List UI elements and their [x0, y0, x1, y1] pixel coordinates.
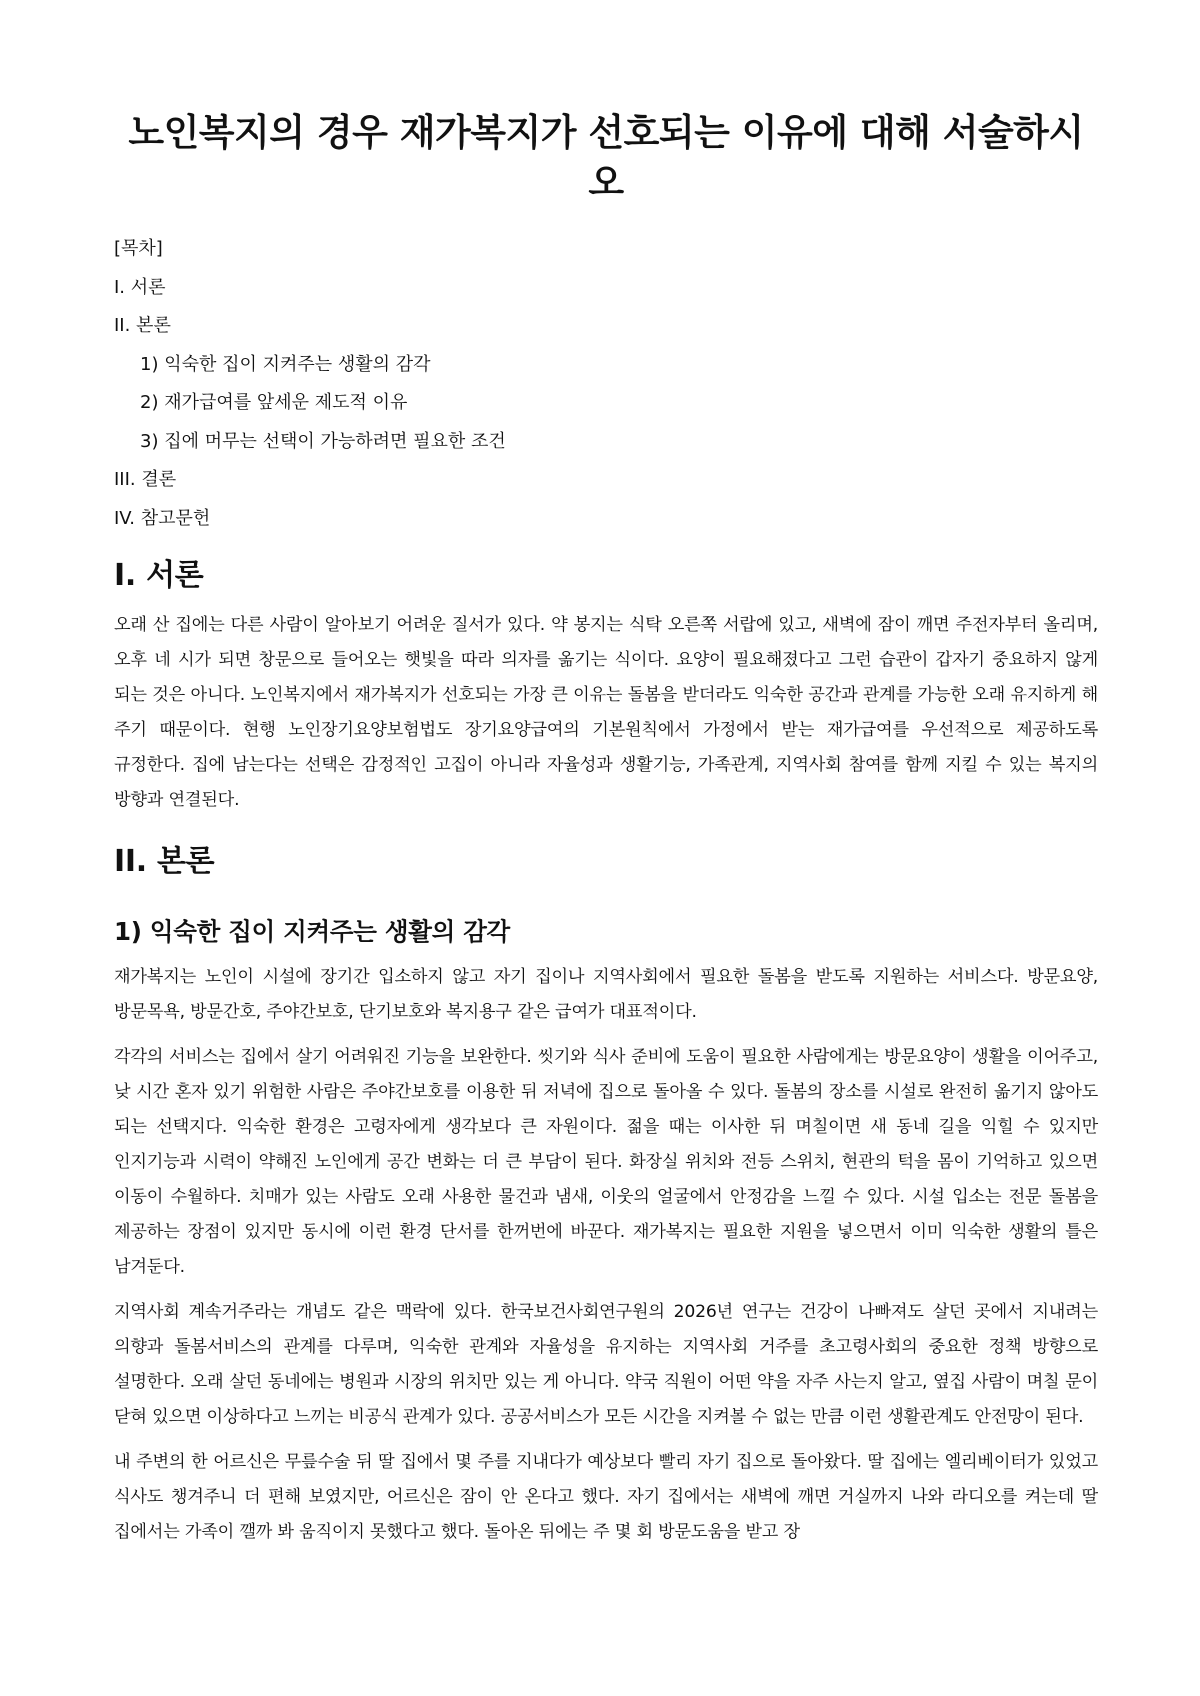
section-1-paragraph-4: 내 주변의 한 어르신은 무릎수술 뒤 딸 집에서 몇 주를 지내다가 예상보다 빨리 자기 집으로 돌아왔다. 딸 집에는 엘리베이터가 있었고 식사도 챙겨주니 더 편해 보였지만, 어르신은 잠이 안 온다고 했다. 자기 집에서는 새벽에 깨면 거실까지 나와 라디오를 켜는데 딸 집에서는 가족이 깰까 봐 움직이지 못했다고 했다. 돌아온 뒤에는 주 몇 회 방문도움을 받고 장	[114, 1452, 1098, 1542]
toc-item-introduction: I. 서론	[114, 276, 166, 298]
toc-item-conclusion: III. 결론	[114, 469, 177, 490]
toc-item-references: IV. 참고문헌	[114, 507, 211, 529]
section-1-paragraph-3: 지역사회 계속거주라는 개념도 같은 맥락에 있다. 한국보건사회연구원의 2026년 연구는 건강이 나빠져도 살던 곳에서 지내려는 의향과 돌봄서비스의 관계를 다루며, 익숙한 관계와 자율성을 유지하는 지역사회 거주를 초고령사회의 중요한 정책 방향으로 설명한다. 오래 살던 동네에는 병원과 시장의 위치만 있는 게 아니다. 약국 직원이 어떤 약을 자주 사는지 알고, 옆집 사람이 며칠 문이 닫혀 있으면 이상하다고 느끼는 비공식 관계가 있다. 공공서비스가 모든 시간을 지켜볼 수 없는 만큼 이런 생활관계도 안전망이 된다.	[114, 1302, 1098, 1427]
table-of-contents	[114, 230, 1098, 538]
toc-subitem-1: 1) 익숙한 집이 지켜주는 생활의 감각	[140, 353, 431, 375]
document-title: 노인복지의 경우 재가복지가 선호되는 이유에 대해 서술하시오	[128, 111, 1084, 204]
introduction-heading: I. 서론	[114, 558, 204, 593]
toc-subitem-3: 3) 집에 머무는 선택이 가능하려면 필요한 조건	[140, 430, 506, 452]
toc-heading: [목차]	[114, 238, 163, 259]
introduction-paragraph: 오래 산 집에는 다른 사람이 알아보기 어려운 질서가 있다. 약 봉지는 식탁 오른쪽 서랍에 있고, 새벽에 잠이 깨면 주전자부터 올리며, 오후 네 시가 되면 창문으로 들어오는 햇빛을 따라 의자를 옮기는 식이다. 요양이 필요해졌다고 그런 습관이 갑자기 중요하지 않게 되는 것은 아니다. 노인복지에서 재가복지가 선호되는 가장 큰 이유는 돌봄을 받더라도 익숙한 공간과 관계를 가능한 오래 유지하게 해 주기 때문이다. 현행 노인장기요양보험법도 장기요양급여의 기본원칙에서 가정에서 받는 재가급여를 우선적으로 제공하도록 규정한다. 집에 남는다는 선택은 감정적인 고집이 아니라 자율성과 생활기능, 가족관계, 지역사회 참여를 함께 지킬 수 있는 복지의 방향과 연결된다.	[114, 615, 1098, 810]
section-1-paragraph-1: 재가복지는 노인이 시설에 장기간 입소하지 않고 자기 집이나 지역사회에서 필요한 돌봄을 받도록 지원하는 서비스다. 방문요양, 방문목욕, 방문간호, 주야간보호, 단기보호와 복지용구 같은 급여가 대표적이다.	[114, 967, 1098, 1022]
toc-item-body: II. 본론	[114, 315, 171, 336]
section-1-heading: 1) 익숙한 집이 지켜주는 생활의 감각	[114, 917, 510, 946]
toc-subitem-2: 2) 재가급여를 앞세운 제도적 이유	[140, 392, 408, 413]
section-1-paragraph-2: 각각의 서비스는 집에서 살기 어려워진 기능을 보완한다. 씻기와 식사 준비에 도움이 필요한 사람에게는 방문요양이 생활을 이어주고, 낮 시간 혼자 있기 위험한 사람은 주야간보호를 이용한 뒤 저녁에 집으로 돌아올 수 있다. 돌봄의 장소를 시설로 완전히 옮기지 않아도 되는 선택지다. 익숙한 환경은 고령자에게 생각보다 큰 자원이다. 젊을 때는 이사한 뒤 며칠이면 새 동네 길을 익힐 수 있지만 인지기능과 시력이 약해진 노인에게 공간 변화는 더 큰 부담이 된다. 화장실 위치와 전등 스위치, 현관의 턱을 몸이 기억하고 있으면 이동이 수월하다. 치매가 있는 사람도 오래 사용한 물건과 냄새, 이웃의 얼굴에서 안정감을 느낄 수 있다. 시설 입소는 전문 돌봄을 제공하는 장점이 있지만 동시에 이런 환경 단서를 한꺼번에 바꾼다. 재가복지는 필요한 지원을 넣으면서 이미 익숙한 생활의 틀은 남겨둔다.	[114, 1047, 1098, 1277]
body-heading: II. 본론	[114, 844, 215, 879]
